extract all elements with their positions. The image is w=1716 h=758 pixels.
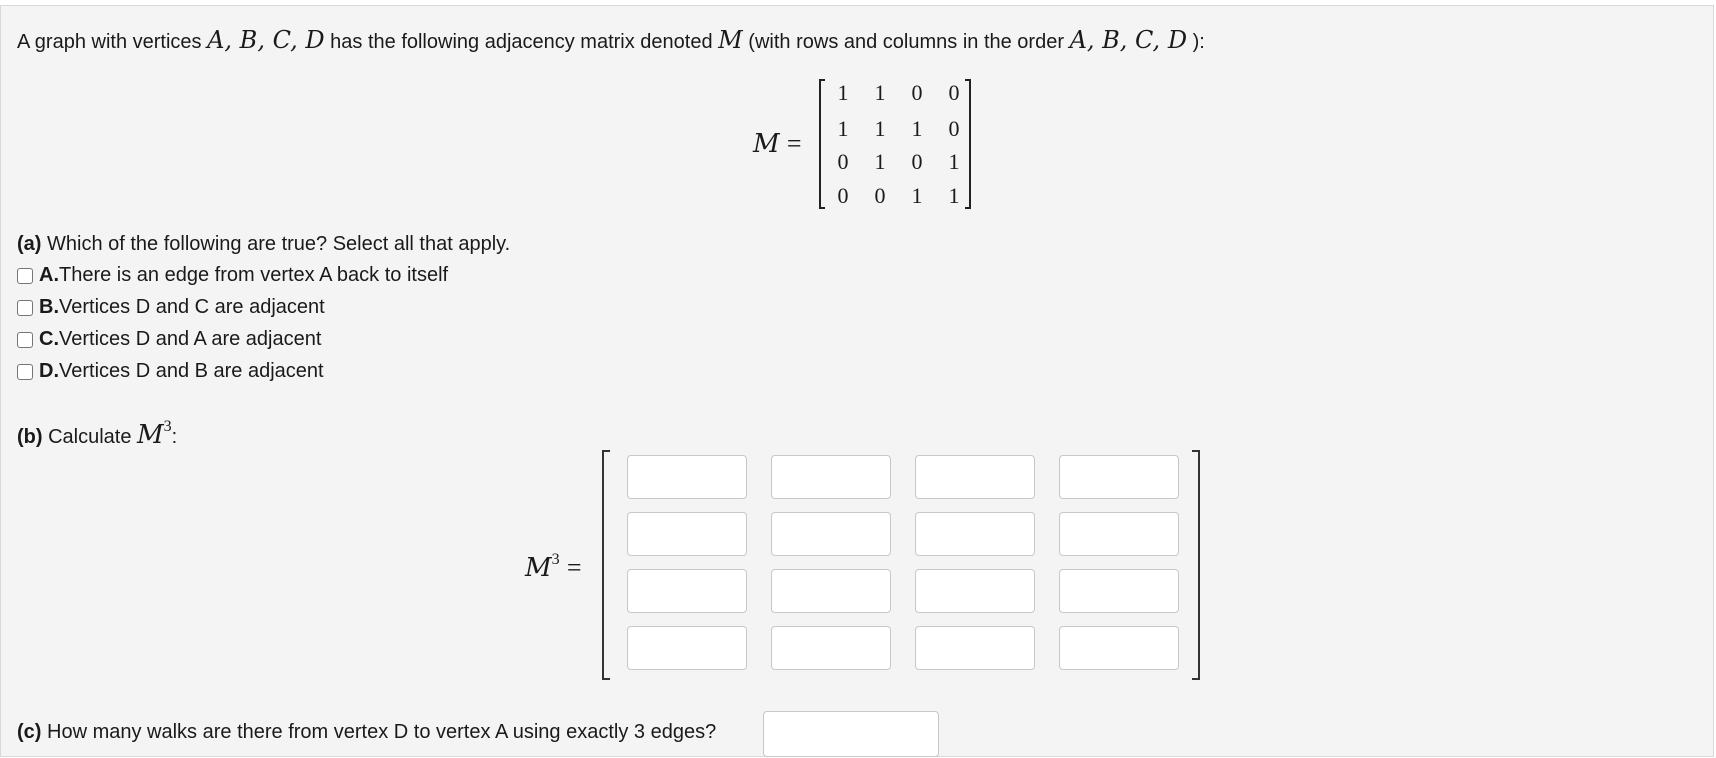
matrix-cell: 0 xyxy=(837,183,849,208)
adjacency-matrix xyxy=(819,79,971,211)
intro-prefix: A graph with vertices xyxy=(17,31,208,53)
m3-entry-input[interactable] xyxy=(627,455,747,499)
matrix-cell: 0 xyxy=(948,80,960,105)
m3-entry-input[interactable] xyxy=(627,512,747,556)
m3-exponent: 3 xyxy=(551,551,560,568)
m3-entry-input[interactable] xyxy=(771,512,891,556)
m3-entry-input[interactable] xyxy=(1059,626,1179,670)
part-b-symbol: M xyxy=(137,420,164,450)
answer-matrix-left-bracket xyxy=(602,450,610,680)
m3-entry-input[interactable] xyxy=(915,626,1035,670)
m3-entry-input[interactable] xyxy=(627,569,747,613)
part-b-colon: : xyxy=(171,426,178,448)
option-b-letter: B. xyxy=(39,296,59,318)
matrix-cell: 1 xyxy=(837,116,849,141)
intro-suffix-b: ): xyxy=(1187,31,1205,53)
matrix-left-bracket xyxy=(819,79,825,209)
matrix-cell: 1 xyxy=(948,149,960,174)
part-a-tag: (a) xyxy=(17,233,42,255)
m3-entry-input[interactable] xyxy=(915,569,1035,613)
matrix-cell: 1 xyxy=(948,183,960,208)
matrix-cell: 0 xyxy=(948,116,960,141)
m3-equals: = xyxy=(566,553,582,582)
m3-entry-input[interactable] xyxy=(1059,569,1179,613)
option-a[interactable] xyxy=(17,264,448,287)
part-b-question xyxy=(17,418,177,450)
option-c-letter: C. xyxy=(39,328,59,350)
part-a-text: Which of the following are true? Select all that apply. xyxy=(41,233,511,255)
option-a-checkbox[interactable] xyxy=(17,268,33,284)
option-c[interactable] xyxy=(17,328,321,351)
m3-entry-input[interactable] xyxy=(771,626,891,670)
part-c-text: How many walks are there from vertex D to vertex A using exactly 3 edges? xyxy=(41,721,717,743)
matrix-cell: 0 xyxy=(837,149,849,174)
intro-vertices: A, B, C, D xyxy=(207,26,325,54)
matrix-cell: 0 xyxy=(911,149,923,174)
question-panel xyxy=(0,5,1714,757)
m3-entry-input[interactable] xyxy=(915,512,1035,556)
option-b[interactable] xyxy=(17,296,325,319)
part-c-question xyxy=(17,721,716,744)
option-d[interactable] xyxy=(17,360,324,383)
matrix-cell: 1 xyxy=(911,116,923,141)
m3-symbol: M xyxy=(525,553,552,583)
part-b-tag: (b) xyxy=(17,426,43,448)
part-b-text: Calculate xyxy=(42,426,138,448)
matrix-label xyxy=(753,128,802,159)
answer-matrix-right-bracket xyxy=(1192,450,1200,680)
matrix-cell: 1 xyxy=(911,183,923,208)
matrix-cell: 0 xyxy=(911,80,923,105)
m3-label xyxy=(525,551,582,583)
option-c-checkbox[interactable] xyxy=(17,332,33,348)
part-b-exponent: 3 xyxy=(163,418,172,435)
option-b-text: Vertices D and C are adjacent xyxy=(59,296,325,318)
walks-count-input[interactable] xyxy=(763,711,939,757)
option-d-checkbox[interactable] xyxy=(17,364,33,380)
intro-middle: has the following adjacency matrix denoted xyxy=(324,31,719,53)
option-d-letter: D. xyxy=(39,360,59,382)
intro-matrix-name: M xyxy=(718,26,743,54)
part-a-question xyxy=(17,233,510,256)
m3-entry-input[interactable] xyxy=(1059,455,1179,499)
intro-order: A, B, C, D xyxy=(1069,26,1188,54)
matrix-cell: 1 xyxy=(874,80,886,105)
matrix-cell: 1 xyxy=(874,116,886,141)
option-a-text: There is an edge from vertex A back to itself xyxy=(59,264,449,286)
intro-suffix-a: (with rows and columns in the order xyxy=(742,31,1070,53)
m3-entry-input[interactable] xyxy=(1059,512,1179,556)
option-a-letter: A. xyxy=(39,264,59,286)
m3-entry-input[interactable] xyxy=(771,455,891,499)
part-c-tag: (c) xyxy=(17,721,42,743)
m3-entry-input[interactable] xyxy=(771,569,891,613)
intro-text xyxy=(17,26,1205,54)
m3-entry-input[interactable] xyxy=(627,626,747,670)
matrix-cell: 1 xyxy=(837,80,849,105)
option-c-text: Vertices D and A are adjacent xyxy=(59,328,322,350)
matrix-equals: = xyxy=(786,129,802,158)
option-b-checkbox[interactable] xyxy=(17,300,33,316)
option-d-text: Vertices D and B are adjacent xyxy=(59,360,324,382)
m3-entry-input[interactable] xyxy=(915,455,1035,499)
matrix-cell: 1 xyxy=(874,149,886,174)
matrix-cell: 0 xyxy=(874,183,886,208)
matrix-symbol: M xyxy=(753,129,780,159)
